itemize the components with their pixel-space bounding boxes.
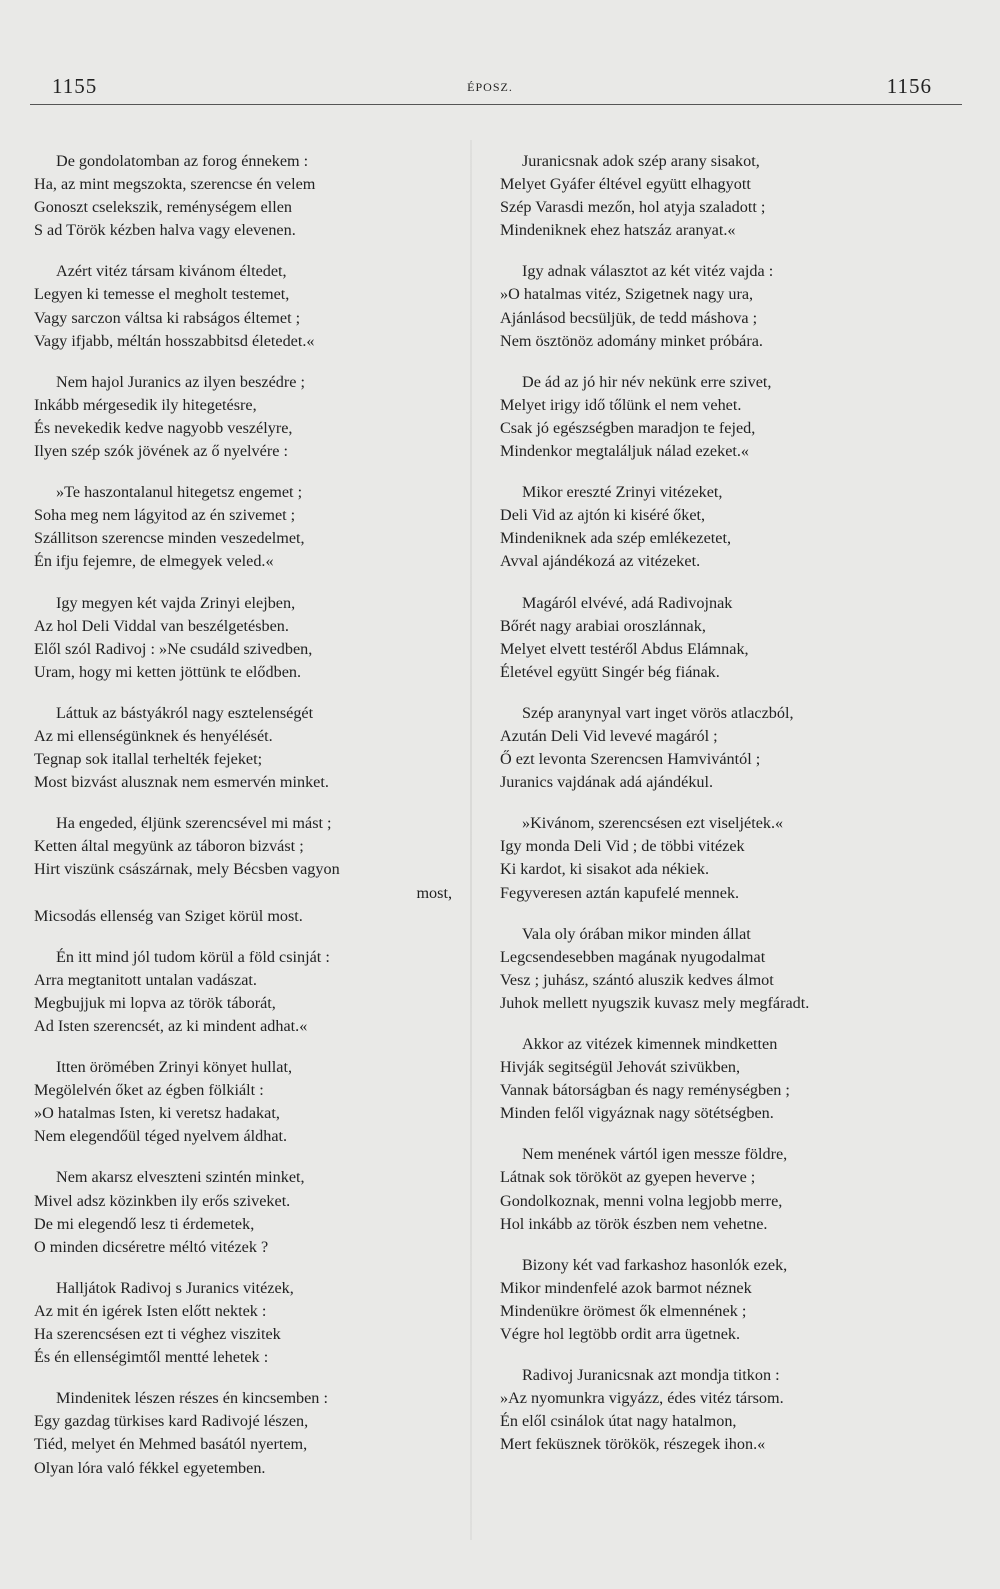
verse-line: Mindenitek lészen részes én kincsemben : (56, 1389, 328, 1408)
verse-line: Vagy ifjabb, méltán hosszabbitsd életedet.« (34, 331, 315, 350)
verse-line: Én ifju fejemre, de elmegyek veled.« (34, 552, 274, 571)
verse-line: Ajánlásod becsüljük, de tedd máshova ; (500, 308, 758, 327)
verse-line: Itten örömében Zrinyi könyet hullat, (56, 1058, 293, 1077)
verse-line: Avval ajándékozá az vitézeket. (500, 552, 701, 571)
verse-line: Melyet elvett testéről Abdus Elámnak, (500, 639, 749, 658)
verse-line: Deli Vid az ajtón ki kiséré őket, (500, 506, 706, 525)
verse-line: Soha meg nem lágyitod az én szivemet ; (34, 506, 296, 525)
stanza (500, 812, 930, 904)
header-rule (30, 104, 962, 105)
verse-line: Hirt viszünk császárnak, mely Bécsben vagyon (34, 860, 340, 879)
verse-line: Én elől csinálok útat nagy hatalmon, (500, 1412, 737, 1431)
verse-line: Arra megtanitott untalan vadászat. (34, 970, 257, 989)
verse-line: Ad Isten szerencsét, az ki mindent adhat.« (34, 1017, 308, 1035)
verse-line: »Az nyomunkra vigyázz, édes vitéz társom. (500, 1389, 784, 1408)
verse-line: S ad Török kézben halva vagy elevenen. (34, 221, 296, 240)
stanza (500, 371, 930, 463)
stanza (34, 260, 464, 352)
stanza (500, 260, 930, 352)
verse-line: Tiéd, melyet én Mehmed basától nyertem, (34, 1435, 308, 1454)
verse-line: Uram, hogy mi ketten jöttünk te elődben. (34, 662, 302, 681)
verse-line: Mindenkor megtaláljuk nálad ezeket.« (500, 442, 750, 461)
stanza (34, 702, 464, 794)
verse-line: Mikor ereszté Zrinyi vitézeket, (522, 483, 723, 502)
verse-line: Halljátok Radivoj s Juranics vitézek, (56, 1278, 294, 1297)
verse-line: »Kivánom, szerencsésen ezt viseljétek.« (522, 814, 784, 833)
verse-line: Tegnap sok itallal terhelték fejeket; (34, 750, 263, 769)
verse-line: Igy adnak választot az két vitéz vajda : (522, 262, 774, 281)
verse-line: Bőrét nagy arabiai oroszlánnak, (500, 616, 706, 635)
verse-line: Látnak sok törököt az gyepen heverve ; (500, 1168, 756, 1187)
verse-line: Olyan lóra való fékkel egyetemben. (34, 1458, 266, 1477)
verse-line: Megbujjuk mi lopva az török táborát, (34, 993, 276, 1012)
verse-line: De mi elegendő lesz ti érdemetek, (34, 1214, 255, 1233)
verse-line: Ki kardot, ki sisakot ada nékiek. (500, 860, 710, 879)
verse-line: Egy gazdag türkises kard Radivojé lészen, (34, 1412, 309, 1431)
verse-line: Nem akarsz elveszteni szintén minket, (56, 1168, 305, 1187)
verse-line: Mert feküsznek törökök, részegek ihon.« (500, 1435, 766, 1454)
verse-line: Életével együtt Singér bég fiának. (500, 662, 720, 681)
verse-line: Hol inkább az török észben nem vehetne. (500, 1214, 768, 1233)
verse-line: Bizony két vad farkashoz hasonlók ezek, (522, 1255, 788, 1274)
verse-line: Radivoj Juranicsnak azt mondja titkon : (522, 1366, 780, 1385)
verse-line: Mivel adsz közinkben ily erős sziveket. (34, 1191, 291, 1210)
verse-line: Szállitson szerencse minden veszedelmet, (34, 529, 305, 548)
verse-line: Most bizvást alusznak nem esmervén minket. (34, 773, 329, 792)
verse-line: Megölelvén őket az égben fölkiált : (34, 1081, 264, 1100)
stanza (34, 592, 464, 684)
stanza (500, 592, 930, 684)
stanza (500, 481, 930, 573)
verse-line: Szép aranynyal vart inget vörös atlaczból, (522, 703, 794, 722)
verse-line: Gondolkoznak, menni volna legjobb merre, (500, 1191, 783, 1210)
verse-line: Igy megyen két vajda Zrinyi elejben, (56, 593, 296, 612)
verse-line: Melyet Gyáfer éltével együtt elhagyott (500, 175, 751, 194)
verse-line: Hivják segitségül Jehovát szivükben, (500, 1058, 741, 1077)
stanza (34, 812, 464, 927)
verse-line: Az hol Deli Viddal van beszélgetésben. (34, 616, 289, 635)
verse-line: Csak jó egészségben maradjon te fejed, (500, 418, 756, 437)
verse-line: Juhok mellett nyugszik kuvasz mely megfáradt. (500, 993, 810, 1012)
verse-line: Fegyveresen aztán kapufelé mennek. (500, 883, 740, 902)
verse-line: Szép Varasdi mezőn, hol atyja szaladott ; (500, 198, 766, 217)
stanza (500, 1364, 930, 1456)
stanza (500, 1033, 930, 1125)
verse-line: Ha engeded, éljünk szerencsével mi mást ; (56, 814, 332, 833)
verse-line: Juranicsnak adok szép arany sisakot, (522, 152, 760, 170)
verse-line: Micsodás ellenség van Sziget körül most. (34, 906, 303, 925)
verse-line: Minden felől vigyáznak nagy sötétségben. (500, 1104, 774, 1123)
verse-line: Azért vitéz társam kivánom éltedet, (56, 262, 287, 281)
running-title: ÉPOSZ. (467, 80, 513, 94)
left-column (34, 150, 464, 1498)
verse-line: Legyen ki temesse el megholt testemet, (34, 285, 290, 304)
page-number-left: 1155 (52, 74, 98, 98)
verse-line: Igy monda Deli Vid ; de többi vitézek (500, 837, 745, 856)
column-gutter (470, 140, 472, 1540)
right-column (500, 150, 930, 1475)
verse-line: De gondolatomban az forog énnekem : (56, 152, 309, 170)
verse-line: Mindenükre örömest ők elmennének ; (500, 1301, 747, 1320)
verse-line: Ha, az mint megszokta, szerencse én velem (34, 175, 316, 194)
verse-line: Ő ezt levonta Szerencsen Hamvivántól ; (500, 750, 761, 769)
verse-line: O minden dicséretre méltó vitézek ? (34, 1237, 269, 1256)
verse-line: Ketten által megyünk az táboron bizvást ; (34, 837, 304, 856)
verse-line: Mikor mindenfelé azok barmot néznek (500, 1278, 752, 1297)
verse-line: »Te haszontalanul hitegetsz engemet ; (56, 483, 303, 502)
verse-line: Magáról elvévé, adá Radivojnak (522, 593, 733, 612)
verse-line: Láttuk az bástyákról nagy esztelenségét (56, 703, 314, 722)
verse-line: És én ellenségimtől mentté lehetek : (34, 1348, 269, 1367)
stanza (500, 1254, 930, 1346)
verse-line: Gonoszt cselekszik, reménységem ellen (34, 198, 293, 217)
verse-line: Vannak bátorságban és nagy reménységben ; (500, 1081, 790, 1100)
verse-line: Ha szerencsésen ezt ti véghez viszitek (34, 1325, 281, 1344)
verse-line: Mindeniknek ehez hatszáz aranyat.« (500, 221, 736, 240)
stanza (34, 1166, 464, 1258)
verse-line: Vesz ; juhász, szántó aluszik kedves álmot (500, 970, 774, 989)
stanza (500, 923, 930, 1015)
verse-line: Azután Deli Vid levevé magáról ; (500, 726, 718, 745)
verse-line: Nem menének vártól igen messze földre, (522, 1145, 788, 1164)
verse-line: Juranics vajdának adá ajándékul. (500, 773, 714, 792)
verse-line: Akkor az vitézek kimennek mindketten (522, 1035, 778, 1053)
stanza (34, 946, 464, 1038)
verse-line: »O hatalmas vitéz, Szigetnek nagy ura, (500, 285, 754, 304)
page-header (30, 74, 950, 104)
verse-line: Végre hol legtöbb ordit arra ügetnek. (500, 1325, 741, 1344)
verse-line: Inkább mérgesedik ily hitegetésre, (34, 395, 257, 414)
stanza (34, 371, 464, 463)
verse-line: Nem hajol Juranics az ilyen beszédre ; (56, 372, 306, 391)
stanza (34, 150, 464, 242)
verse-line: És nevekedik kedve nagyobb veszélyre, (34, 418, 293, 437)
stanza (500, 150, 930, 242)
verse-line: Én itt mind jól tudom körül a föld csinját : (56, 947, 330, 966)
verse-line: Nem elegendőül téged nyelvem áldhat. (34, 1127, 288, 1146)
verse-line: Vagy sarczon váltsa ki rabságos éltemet ; (34, 308, 301, 327)
stanza (34, 1387, 464, 1479)
verse-line: Nem ösztönöz adomány minket próbára. (500, 331, 763, 350)
verse-line: Mindeniknek ada szép emlékezetet, (500, 529, 732, 548)
stanza (34, 1056, 464, 1148)
page-number-right: 1156 (886, 74, 932, 98)
verse-line: Az mi ellenségünknek és henyélését. (34, 726, 273, 745)
verse-line: Melyet irigy idő tőlünk el nem vehet. (500, 395, 742, 414)
verse-line: Ilyen szép szók jövének az ő nyelvére : (34, 442, 288, 461)
stanza (500, 1143, 930, 1235)
verse-line: De ád az jó hir név nekünk erre szivet, (522, 372, 772, 391)
verse-line: Az mit én igérek Isten előtt nektek : (34, 1301, 267, 1320)
verse-line: Vala oly órában mikor minden állat (522, 924, 751, 943)
stanza (500, 702, 930, 794)
verse-line: Legcsendesebben magának nyugodalmat (500, 947, 766, 966)
verse-line: »O hatalmas Isten, ki veretsz hadakat, (34, 1104, 280, 1123)
stanza (34, 1277, 464, 1369)
verse-line: most, (416, 883, 452, 902)
stanza (34, 481, 464, 573)
verse-line: Elől szól Radivoj : »Ne csudáld szivedben, (34, 639, 313, 658)
